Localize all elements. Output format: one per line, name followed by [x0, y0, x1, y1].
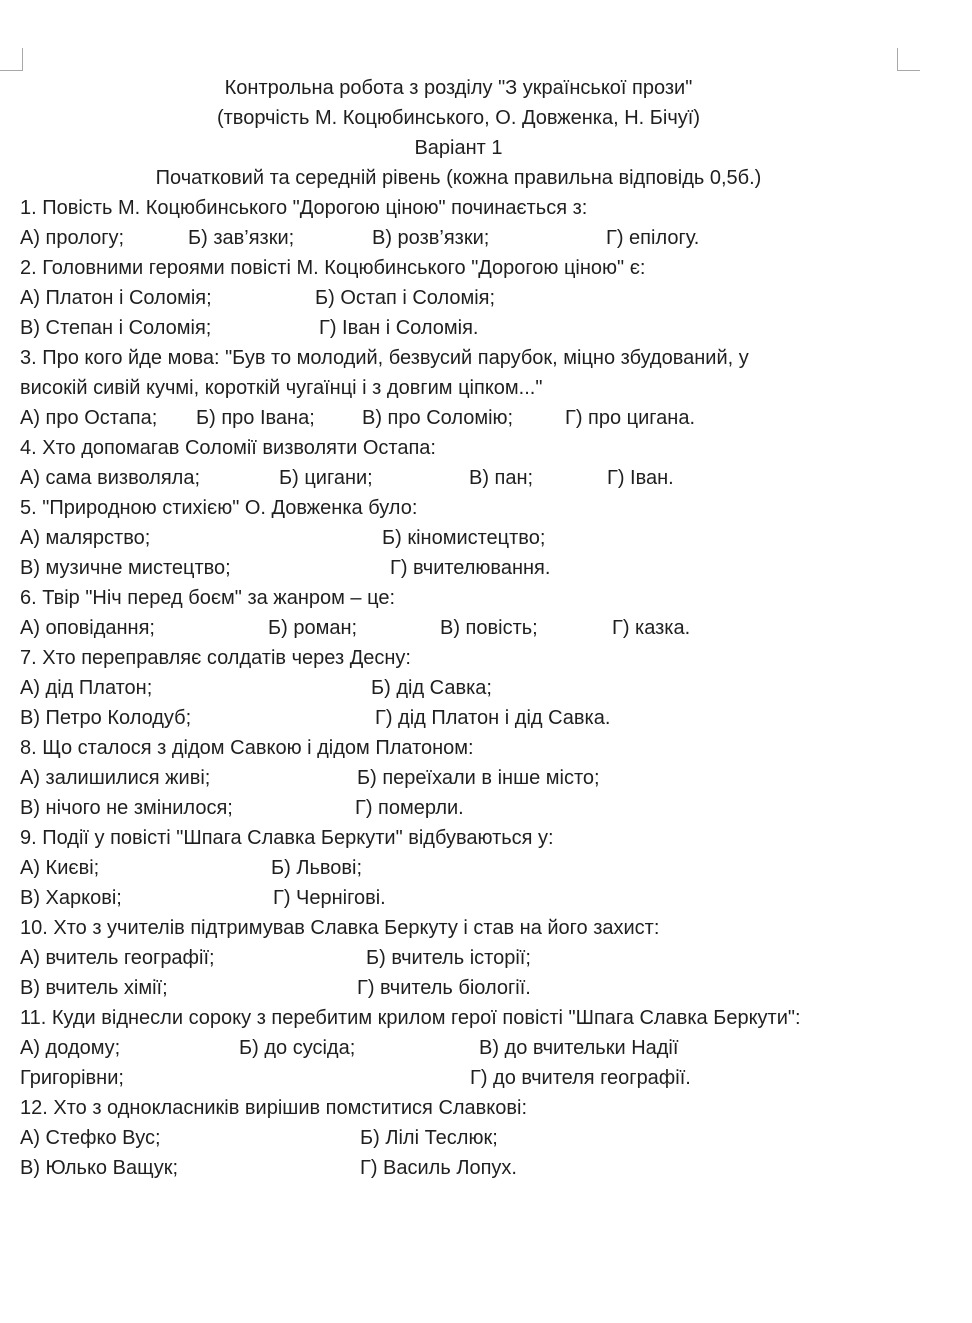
- question-10: 10. Хто з учителів підтримував Славка Беркуту і став на його захист:: [20, 917, 660, 939]
- q3-option-b: Б) про Івана;: [196, 407, 315, 429]
- q6-option-d: Г) казка.: [612, 617, 691, 639]
- q3-option-a: А) про Остапа;: [20, 407, 158, 429]
- variant-label: Варіант 1: [414, 137, 503, 159]
- q8-option-b: Б) переїхали в інше місто;: [357, 767, 600, 789]
- page-corner-mark-top-right: [897, 48, 920, 71]
- q6-option-c: В) повість;: [440, 617, 538, 639]
- q3-option-c: В) про Соломію;: [362, 407, 514, 429]
- q12-option-b: Б) Лілі Теслюк;: [360, 1127, 498, 1149]
- q9-option-c: В) Харкові;: [20, 887, 122, 909]
- document-subtitle: (творчість М. Коцюбинського, О. Довженка, Н. Бічуї): [216, 107, 700, 129]
- q11-option-a: А) додому;: [20, 1037, 121, 1059]
- question-11: 11. Куди віднесли сороку з перебитим крилом герої повісті "Шпага Славка Беркути":: [20, 1007, 801, 1029]
- question-4: 4. Хто допомагав Соломії визволяти Остапа:: [20, 437, 436, 459]
- question-12: 12. Хто з однокласників вирішив помститися Славкові:: [20, 1097, 528, 1119]
- q11-option-d: Г) до вчителя географії.: [470, 1067, 691, 1089]
- q2-option-a: А) Платон і Соломія;: [20, 287, 212, 309]
- q7-option-d: Г) дід Платон і дід Савка.: [375, 707, 611, 729]
- q9-option-d: Г) Чернігові.: [273, 887, 386, 909]
- q6-option-b: Б) роман;: [268, 617, 358, 639]
- q5-option-d: Г) вчителювання.: [390, 557, 551, 579]
- q1-option-a: А) прологу;: [20, 227, 125, 249]
- level-heading: Початковий та середній рівень (кожна правильна відповідь 0,5б.): [155, 167, 762, 189]
- q12-option-c: В) Юлько Ващук;: [20, 1157, 179, 1179]
- q2-option-b: Б) Остап і Соломія;: [315, 287, 496, 309]
- q9-option-a: А) Києві;: [20, 857, 100, 879]
- q12-option-d: Г) Василь Лопух.: [360, 1157, 517, 1179]
- q4-option-a: А) сама визволяла;: [20, 467, 201, 489]
- q11-option-b: Б) до сусіда;: [239, 1037, 356, 1059]
- question-1: 1. Повість М. Коцюбинського "Дорогою ціною" починається з:: [20, 197, 588, 219]
- q10-option-a: А) вчитель географії;: [20, 947, 215, 969]
- q2-option-d: Г) Іван і Соломія.: [319, 317, 479, 339]
- q11-option-c-continued: Григорівни;: [20, 1067, 124, 1089]
- q4-option-d: Г) Іван.: [607, 467, 674, 489]
- q8-option-c: В) нічого не змінилося;: [20, 797, 233, 819]
- q8-option-d: Г) померли.: [355, 797, 464, 819]
- q11-option-c: В) до вчительки Надії: [479, 1037, 679, 1059]
- q1-option-b: Б) зав’язки;: [188, 227, 295, 249]
- q10-option-c: В) вчитель хімії;: [20, 977, 168, 999]
- question-5: 5. "Природною стихією" О. Довженка було:: [20, 497, 418, 519]
- q3-option-d: Г) про цигана.: [565, 407, 696, 429]
- question-3: 3. Про кого йде мова: "Був то молодий, безвусий парубок, міцно збудований, у: [20, 347, 749, 369]
- page-corner-mark-top-left: [0, 48, 23, 71]
- document-title: Контрольна робота з розділу "З української прози": [224, 77, 693, 99]
- q7-option-b: Б) дід Савка;: [371, 677, 492, 699]
- q4-option-b: Б) цигани;: [279, 467, 373, 489]
- q8-option-a: А) залишилися живі;: [20, 767, 211, 789]
- q6-option-a: А) оповідання;: [20, 617, 155, 639]
- q2-option-c: В) Степан і Соломія;: [20, 317, 212, 339]
- question-8: 8. Що сталося з дідом Савкою і дідом Платоном:: [20, 737, 474, 759]
- q10-option-d: Г) вчитель біології.: [357, 977, 531, 999]
- q7-option-c: В) Петро Колодуб;: [20, 707, 192, 729]
- q7-option-a: А) дід Платон;: [20, 677, 153, 699]
- q5-option-b: Б) кіномистецтво;: [382, 527, 546, 549]
- question-9: 9. Події у повісті "Шпага Славка Беркути" відбуваються у:: [20, 827, 554, 849]
- q4-option-c: В) пан;: [469, 467, 534, 489]
- question-6: 6. Твір "Ніч перед боєм" за жанром – це:: [20, 587, 395, 609]
- q5-option-c: В) музичне мистецтво;: [20, 557, 231, 579]
- q9-option-b: Б) Львові;: [271, 857, 363, 879]
- q10-option-b: Б) вчитель історії;: [366, 947, 531, 969]
- q12-option-a: А) Стефко Вус;: [20, 1127, 161, 1149]
- question-3-continued: високій сивій кучмі, короткій чугаїнці і з довгим ціпком...": [20, 377, 543, 399]
- q1-option-c: В) розв’язки;: [372, 227, 490, 249]
- q1-option-d: Г) епілогу.: [606, 227, 700, 249]
- question-2: 2. Головними героями повісті М. Коцюбинського "Дорогою ціною" є:: [20, 257, 646, 279]
- q5-option-a: А) малярство;: [20, 527, 151, 549]
- question-7: 7. Хто переправляє солдатів через Десну:: [20, 647, 411, 669]
